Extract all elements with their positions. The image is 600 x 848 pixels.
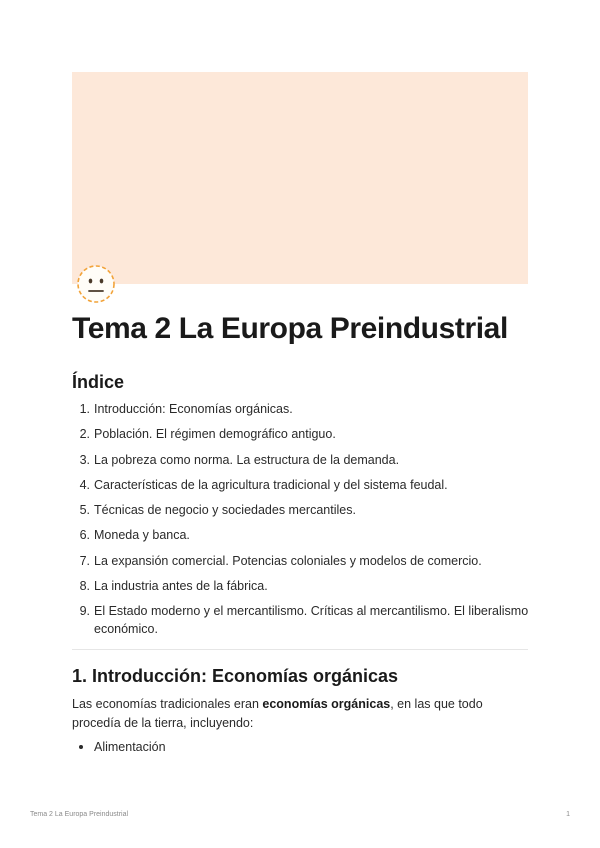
toc-item-number: 1. — [79, 402, 90, 416]
toc-item[interactable] — [72, 577, 532, 595]
index-heading: Índice — [72, 372, 125, 392]
toc-item[interactable] — [72, 526, 532, 544]
footer-document-title: Tema 2 La Europa Preindustrial — [30, 811, 129, 818]
toc-item-text: La expansión comercial. Potencias coloniales y modelos de comercio. — [94, 553, 482, 568]
section-heading: 1. Introducción: Economías orgánicas — [72, 666, 399, 686]
toc-item-number: 9. — [79, 604, 90, 619]
paragraph-text: , en las que todo procedía de la tierra, incluyendo: — [72, 697, 483, 730]
toc-item-number: 2. — [79, 427, 90, 442]
toc-item[interactable] — [72, 451, 532, 469]
paragraph-bold-text: economías orgánicas — [262, 697, 391, 711]
toc-item-text: Población. El régimen demográfico antiguo. — [94, 427, 336, 442]
toc-item[interactable] — [72, 602, 532, 638]
list-item-text: Alimentación — [94, 740, 166, 754]
toc-item[interactable] — [72, 501, 532, 519]
list-item — [72, 738, 166, 756]
toc-item-text: Características de la agricultura tradicional y del sistema feudal. — [94, 477, 448, 492]
section-paragraph — [72, 695, 512, 733]
bullet-icon — [79, 745, 83, 749]
toc-item-text: Técnicas de negocio y sociedades mercantiles. — [94, 503, 356, 518]
neutral-face-icon — [76, 264, 116, 304]
toc-item[interactable] — [72, 400, 532, 418]
toc-item-number: 7. — [79, 553, 90, 568]
toc-item-number: 8. — [79, 579, 90, 594]
toc-item-number: 4. — [79, 477, 90, 492]
toc-item-number: 5. — [79, 503, 90, 518]
toc-item-text: Moneda y banca. — [94, 528, 190, 543]
toc-item-number: 3. — [79, 452, 90, 467]
toc-item[interactable] — [72, 552, 532, 570]
section-divider — [72, 649, 528, 650]
page-title: Tema 2 La Europa Preindustrial — [72, 312, 508, 345]
toc-item-text: La pobreza como norma. La estructura de la demanda. — [94, 452, 400, 467]
toc-item-number: 6. — [79, 528, 90, 543]
toc-item-text: La industria antes de la fábrica. — [94, 579, 268, 594]
table-of-contents — [72, 400, 532, 646]
paragraph-text: Las economías tradicionales eran — [72, 697, 263, 711]
toc-item[interactable] — [72, 476, 532, 494]
toc-item-text: El Estado moderno y el mercantilismo. Críticas al mercantilismo. El liberalismo económico. — [94, 604, 529, 637]
toc-item-text: Introducción: Economías orgánicas. — [94, 402, 293, 416]
footer-page-number: 1 — [566, 811, 570, 818]
toc-item[interactable] — [72, 425, 532, 443]
bullet-list — [72, 738, 166, 756]
cover-banner — [72, 72, 528, 284]
